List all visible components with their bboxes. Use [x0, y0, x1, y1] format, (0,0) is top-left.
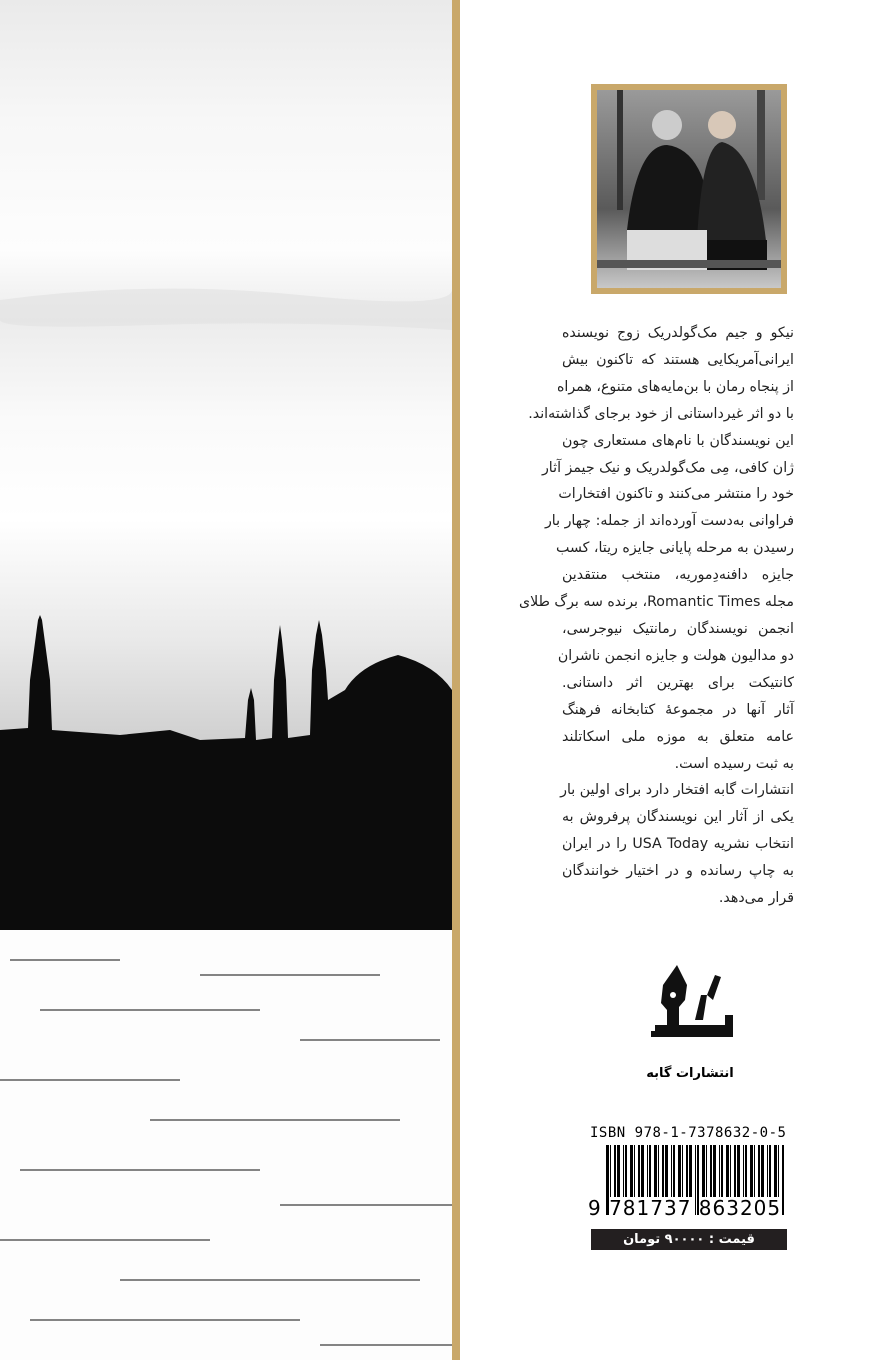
author-bio — [519, 320, 794, 912]
bio-line: ایرانی‌آمریکایی هستند که تاکنون بیش — [562, 351, 794, 368]
barcode-bar — [647, 1145, 648, 1197]
barcode-bar — [721, 1145, 723, 1197]
barcode-bar — [678, 1145, 681, 1197]
barcode-bar — [737, 1145, 740, 1197]
pen-nib-logo-icon — [645, 965, 735, 1060]
barcode-bar — [689, 1145, 692, 1197]
barcode-bar — [769, 1145, 771, 1197]
bio-line: این نویسندگان با نام‌های مستعاری چون — [562, 432, 794, 449]
barcode-bar — [774, 1145, 777, 1197]
publisher-logo — [640, 965, 740, 1081]
barcode-bar — [726, 1145, 729, 1197]
barcode-bar — [630, 1145, 633, 1197]
bio-line: نیکو و جیم مک‌گولدریک زوج نویسنده — [562, 325, 794, 341]
barcode-bar — [673, 1145, 675, 1197]
barcode-bar — [706, 1145, 707, 1197]
barcode-bar — [623, 1145, 624, 1197]
barcode-bar — [641, 1145, 644, 1197]
barcode-bar — [662, 1145, 664, 1197]
bio-line: آثار آنها در مجموعهٔ کتابخانه فرهنگ — [562, 701, 794, 718]
barcode-bar — [649, 1145, 651, 1197]
barcode-bar — [702, 1145, 705, 1197]
bio-line: از پنجاه رمان با بن‌مایه‌های متنوع، همراه — [556, 378, 794, 395]
bio-line: انجمن نویسندگان رمانتیک نیوجرسی، — [562, 620, 794, 637]
barcode-bar — [719, 1145, 720, 1197]
authors-couple-image — [597, 90, 781, 288]
barcode-bar — [730, 1145, 731, 1197]
barcode-bar — [761, 1145, 764, 1197]
barcode-bar — [617, 1145, 620, 1197]
bio-line: به چاپ رسانده و در اختیار خوانندگان — [562, 863, 794, 880]
bio-line: با دو اثر غیرداستانی از خود برجای گذاشته‌اند. — [528, 405, 794, 422]
bio-line: قرار می‌دهد. — [718, 890, 794, 907]
barcode-bar — [682, 1145, 683, 1197]
bio-line: انتشارات گابه افتخار دارد برای اولین بار — [560, 782, 794, 799]
publisher-name: انتشارات گابه — [646, 1066, 734, 1081]
bio-line: ژان کافی، مِی مک‌گولدریک و نیک جیمز آثار — [541, 459, 794, 476]
bio-line: مجله Romantic Times، برنده سه برگ طلای — [519, 594, 794, 611]
gold-spine-stripe — [452, 0, 460, 1360]
barcode-bar — [734, 1145, 736, 1197]
barcode-bar — [671, 1145, 672, 1197]
barcode-bar — [758, 1145, 760, 1197]
barcode-bar — [778, 1145, 779, 1197]
bio-line: رسیدن به مرحله پایانی جایزه ریتا، کسب — [556, 540, 794, 557]
bio-line: یکی از آثار این نویسندگان پرفروش به — [562, 809, 794, 826]
barcode-bar — [625, 1145, 627, 1197]
barcode-bar — [686, 1145, 688, 1197]
bio-line: کانتیکت برای بهترین اثر داستانی. — [562, 674, 794, 691]
bio-line: انتخاب نشریه USA Today را در ایران — [562, 836, 794, 853]
barcode-bar — [743, 1145, 744, 1197]
bio-line: دو مدالیون هولت و جایزه انجمن ناشران — [557, 647, 794, 664]
barcode-bar — [614, 1145, 616, 1197]
barcode-bar — [665, 1145, 668, 1197]
bio-line: جایزه دافنه‌دِموریه، منتخب منتقدین — [562, 567, 794, 584]
barcode-bar — [767, 1145, 768, 1197]
barcode-number: 9 781737 863205 — [588, 1196, 782, 1220]
price-label: قیمت : ۹۰۰۰۰ تومان — [591, 1229, 787, 1250]
author-photo — [591, 84, 787, 294]
barcode-bar — [654, 1145, 657, 1197]
barcode-bar — [638, 1145, 640, 1197]
barcode-bar — [610, 1145, 611, 1197]
bio-line: به ثبت رسیده است. — [674, 755, 794, 772]
bio-line: عامه متعلق به موزه ملی اسکاتلند — [562, 728, 794, 745]
bio-line: خود را منتشر می‌کنند و تاکنون افتخارات — [558, 486, 794, 503]
bio-line: فراوانی به‌دست آورده‌اند از جمله: چهار بار — [544, 513, 794, 530]
barcode-bar — [754, 1145, 755, 1197]
skyline-silhouette — [0, 615, 452, 930]
barcode-bar — [658, 1145, 659, 1197]
barcode-bar — [750, 1145, 753, 1197]
isbn-text: ISBN 978-1-7378632-0-5 — [590, 1125, 787, 1141]
barcode-bar — [710, 1145, 712, 1197]
barcode-bar — [634, 1145, 635, 1197]
barcode-bar — [745, 1145, 747, 1197]
barcode-bar — [713, 1145, 716, 1197]
